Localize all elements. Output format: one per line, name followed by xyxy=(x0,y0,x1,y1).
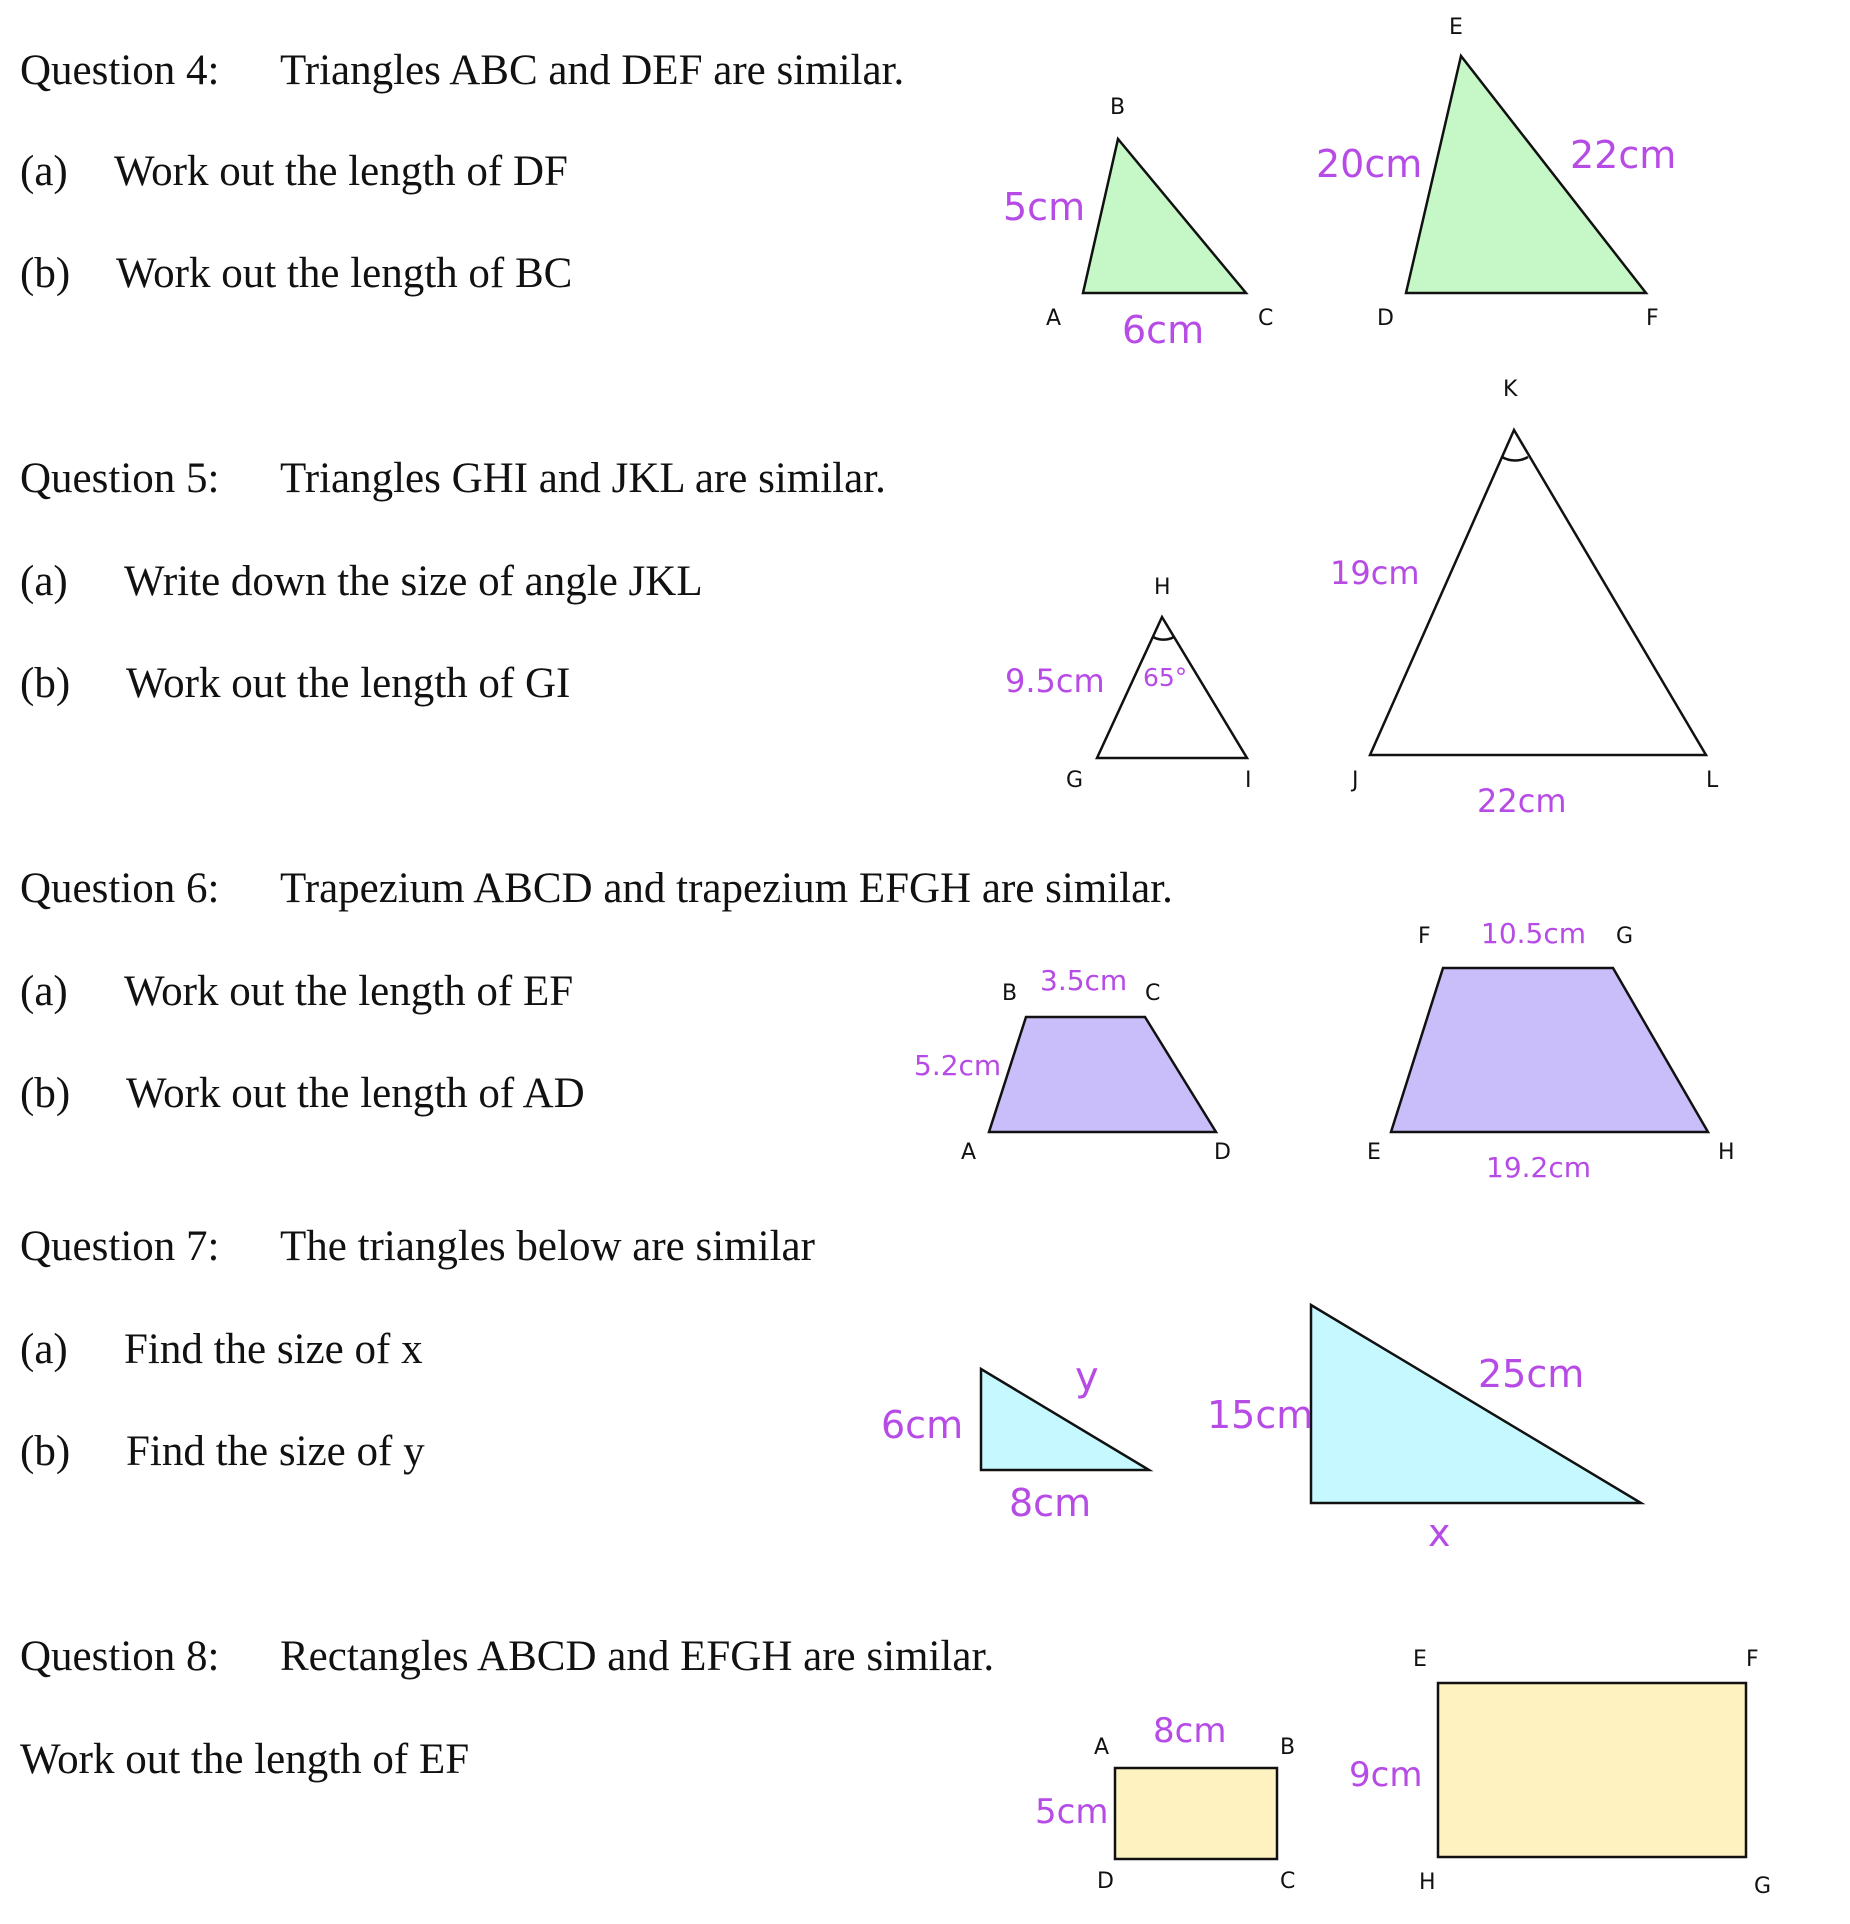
q6-vertex-d: D xyxy=(1214,1140,1231,1165)
q5-part-a-text: Write down the size of angle JKL xyxy=(124,558,703,605)
q4-vertex-c: C xyxy=(1258,306,1274,331)
q6-trapezium-efgh-shape xyxy=(1391,968,1708,1132)
q8-vertex-d: D xyxy=(1097,1869,1114,1894)
q4-title: Question 4: xyxy=(20,47,220,94)
q4-side-ab-label: 5cm xyxy=(1003,185,1086,229)
q6-side-eh-label: 19.2cm xyxy=(1486,1151,1592,1184)
q4-side-de-label: 20cm xyxy=(1316,142,1423,186)
q4-triangle-abc-shape xyxy=(1083,139,1246,293)
q5-angle-h-label: 65° xyxy=(1143,663,1188,692)
q4-part-a-label: (a) xyxy=(20,148,68,195)
q8-instruction: Work out the length of EF xyxy=(20,1736,470,1783)
q8-side-ad-label: 5cm xyxy=(1035,1792,1109,1832)
q5-vertex-l: L xyxy=(1706,768,1719,793)
q8-vertex-c: C xyxy=(1280,1869,1296,1894)
q5-title: Question 5: xyxy=(20,455,220,502)
q7-part-a-label: (a) xyxy=(20,1326,68,1373)
q6-vertex-a: A xyxy=(961,1140,977,1165)
q5-vertex-k: K xyxy=(1503,377,1518,402)
q8-vertex-a: A xyxy=(1094,1735,1110,1760)
q7-triangle-small-shape xyxy=(981,1369,1149,1470)
q7-triangle-large-shape xyxy=(1311,1305,1641,1503)
q6-trapezium-abcd-shape xyxy=(989,1017,1216,1132)
q6-vertex-f: F xyxy=(1418,924,1431,949)
q4-vertex-d: D xyxy=(1377,306,1394,331)
q7-large-hyp-label: 25cm xyxy=(1478,1352,1585,1396)
q5-part-b-label: (b) xyxy=(20,660,71,707)
q7-small-base-label: 8cm xyxy=(1009,1481,1092,1525)
q4-vertex-f: F xyxy=(1646,306,1659,331)
q7-part-a-text: Find the size of x xyxy=(124,1326,423,1373)
q6-vertex-e: E xyxy=(1367,1140,1381,1165)
q8-rectangle-efgh-shape xyxy=(1438,1683,1746,1857)
q7-part-b-label: (b) xyxy=(20,1428,71,1475)
q6-vertex-h: H xyxy=(1718,1140,1735,1165)
q6-part-b-label: (b) xyxy=(20,1070,71,1117)
q5-part-b-text: Work out the length of GI xyxy=(126,660,571,707)
q5-triangle-ghi xyxy=(1005,575,1252,793)
q6-part-a-label: (a) xyxy=(20,968,68,1015)
q6-vertex-b: B xyxy=(1002,981,1018,1006)
q6-vertex-c: C xyxy=(1145,981,1161,1006)
q8-vertex-g: G xyxy=(1754,1874,1772,1899)
q7-large-base-label: x xyxy=(1428,1511,1451,1555)
q4-vertex-e: E xyxy=(1449,15,1463,40)
q6-part-b-text: Work out the length of AD xyxy=(126,1070,585,1117)
q6-title: Question 6: xyxy=(20,865,220,912)
q7-small-hyp-label: y xyxy=(1075,1354,1099,1400)
q6-trapezium-abcd xyxy=(914,964,1231,1165)
q8-side-eh-label: 9cm xyxy=(1349,1755,1423,1795)
q5-side-jk-label: 19cm xyxy=(1330,554,1420,592)
q5-part-a-label: (a) xyxy=(20,558,68,605)
q8-vertex-e: E xyxy=(1413,1647,1427,1672)
q8-vertex-f: F xyxy=(1746,1647,1759,1672)
q7-title: Question 7: xyxy=(20,1223,220,1270)
q4-part-b-label: (b) xyxy=(20,250,71,297)
q7-statement: The triangles below are similar xyxy=(280,1223,815,1270)
q8-rectangle-abcd xyxy=(1035,1711,1295,1894)
q5-vertex-j: J xyxy=(1352,768,1359,793)
q4-triangle-abc xyxy=(1003,95,1273,352)
q7-large-vertical-label: 15cm xyxy=(1207,1393,1314,1437)
q8-title: Question 8: xyxy=(20,1633,220,1680)
q4-part-a-text: Work out the length of DF xyxy=(114,148,568,195)
q4-side-ac-label: 6cm xyxy=(1122,308,1205,352)
q5-triangle-jkl-shape xyxy=(1370,430,1706,755)
q4-side-ef-label: 22cm xyxy=(1570,133,1677,177)
q6-side-bc-label: 3.5cm xyxy=(1040,964,1128,997)
q8-vertex-b: B xyxy=(1280,1735,1296,1760)
q6-trapezium-efgh xyxy=(1367,917,1735,1184)
q8-vertex-h: H xyxy=(1419,1870,1436,1895)
q4-part-b-text: Work out the length of BC xyxy=(116,250,573,297)
q5-side-gh-label: 9.5cm xyxy=(1005,662,1105,700)
q6-side-ab-label: 5.2cm xyxy=(914,1049,1002,1082)
q5-vertex-g: G xyxy=(1066,768,1084,793)
q5-triangle-jkl xyxy=(1330,377,1719,820)
q7-part-b-text: Find the size of y xyxy=(126,1428,425,1475)
q7-triangle-large xyxy=(1207,1305,1641,1555)
q8-side-ab-label: 8cm xyxy=(1153,1711,1227,1751)
q5-vertex-h: H xyxy=(1154,575,1171,600)
q4-triangle-def xyxy=(1316,15,1676,331)
q7-small-vertical-label: 6cm xyxy=(881,1403,964,1447)
q5-statement: Triangles GHI and JKL are similar. xyxy=(280,455,886,502)
q6-side-fg-label: 10.5cm xyxy=(1481,917,1587,950)
q5-vertex-i: I xyxy=(1245,768,1252,793)
q8-rectangle-abcd-shape xyxy=(1115,1768,1277,1859)
q8-rectangle-efgh xyxy=(1349,1647,1771,1899)
q4-vertex-a: A xyxy=(1046,306,1062,331)
q4-statement: Triangles ABC and DEF are similar. xyxy=(280,47,905,94)
q6-vertex-g: G xyxy=(1616,924,1634,949)
q8-statement: Rectangles ABCD and EFGH are similar. xyxy=(280,1633,995,1680)
q7-triangle-small xyxy=(881,1354,1149,1525)
q5-side-jl-label: 22cm xyxy=(1477,782,1567,820)
q4-vertex-b: B xyxy=(1110,95,1126,120)
q6-statement: Trapezium ABCD and trapezium EFGH are similar. xyxy=(280,865,1173,912)
q6-part-a-text: Work out the length of EF xyxy=(124,968,574,1015)
